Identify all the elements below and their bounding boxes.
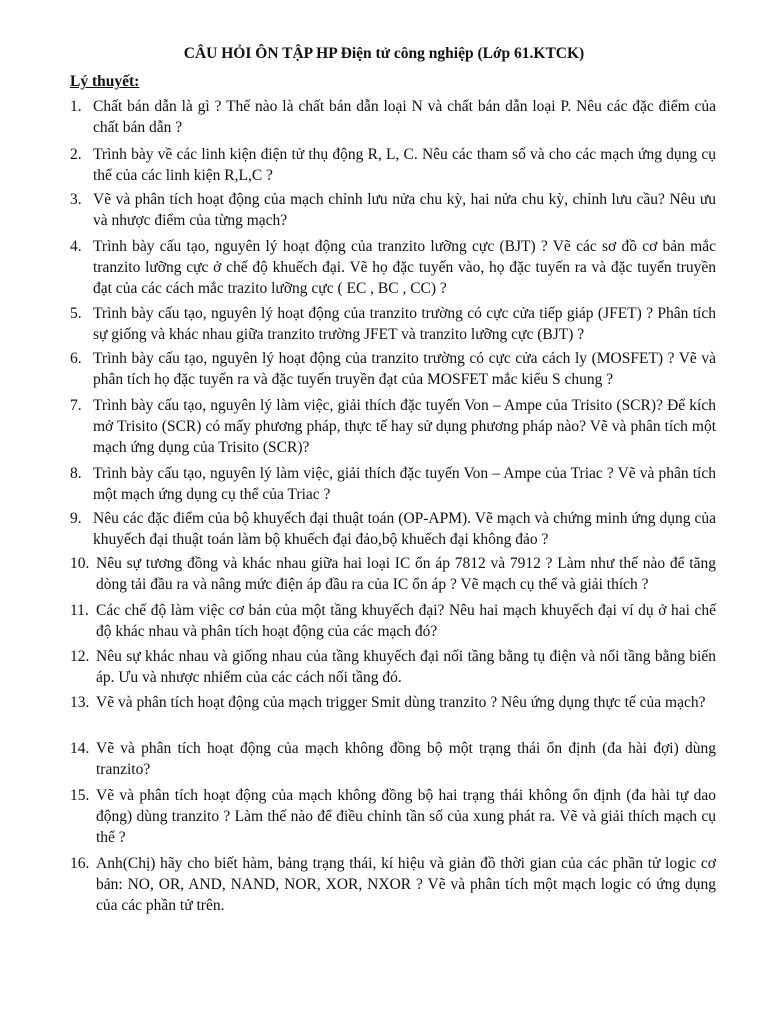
question-text: Vẽ và phân tích hoạt động của mạch chỉnh lưu nửa chu kỳ, hai nửa chu kỳ, chỉnh lưu cầu? Nêu ưu và nhược điểm của từng mạch? bbox=[93, 191, 716, 229]
question-number: 9. bbox=[70, 510, 82, 527]
question-text: Chất bán dẫn là gì ? Thế nào là chất bán dẫn loại N và chất bán dẫn loại P. Nêu các đặc điểm của chất bán dẫn ? bbox=[93, 98, 716, 136]
question-number: 7. bbox=[70, 397, 82, 414]
question-number: 11. bbox=[70, 602, 89, 619]
question-text: Các chế độ làm việc cơ bản của một tầng khuyếch đại? Nêu hai mạch khuyếch đại ví dụ ở hai chế độ khác nhau và phân tích hoạt động của các mạch đó? bbox=[96, 602, 716, 640]
question-text: Vẽ và phân tích hoạt động của mạch trigger Smit dùng tranzito ? Nêu ứng dụng thực tế của mạch? bbox=[96, 694, 706, 711]
question-text: Nêu sự tương đồng và khác nhau giữa hai loại IC ổn áp 7812 và 7912 ? Làm như thế nào để tăng dòng tải đầu ra và nâng mức điện áp đầu ra của IC ổn áp ? Vẽ mạch cụ thể và giải thích ? bbox=[96, 555, 716, 593]
question-item bbox=[70, 646, 716, 688]
question-item bbox=[70, 303, 716, 345]
question-item bbox=[70, 395, 716, 458]
question-number: 14. bbox=[70, 740, 90, 757]
question-text: Trình bày cấu tạo, nguyên lý làm việc, giải thích đặc tuyến Von – Ampe của Trisito (SCR)? Để kích mở Trisito (SCR) có mấy phương pháp, thực tế hay sử dụng phương pháp nào? Vẽ và phân tích một mạch ứng dụng của Trisito (SCR)? bbox=[93, 397, 716, 456]
question-item bbox=[70, 189, 716, 231]
question-number: 13. bbox=[70, 694, 90, 711]
question-text: Nêu sự khác nhau và giống nhau của tầng khuyếch đại nối tầng bằng tụ điện và nối tầng bằng biến áp. Ưu và nhược nhiểm của các cách nối tầng đó. bbox=[96, 648, 716, 686]
question-text: Anh(Chị) hãy cho biết hàm, bảng trạng thái, kí hiệu và giản đồ thời gian của các phần tử logic cơ bản: NO, OR, AND, NAND, NOR, XOR, NXOR ? Vẽ và phân tích một mạch logic có ứng dụng của các phần tử trên. bbox=[96, 855, 716, 914]
question-number: 3. bbox=[70, 191, 82, 208]
question-number: 15. bbox=[70, 787, 90, 804]
question-text: Trình bày cấu tạo, nguyên lý làm việc, giải thích đặc tuyến Von – Ampe của Triac ? Vẽ và phân tích một mạch ứng dụng cụ thể của Triac ? bbox=[93, 465, 716, 503]
document-title: CÂU HỎI ÔN TẬP HP Điện tử công nghiệp (Lớp 61.KTCK) bbox=[183, 45, 585, 62]
question-number: 12. bbox=[70, 648, 90, 665]
question-number: 4. bbox=[70, 238, 82, 255]
question-item bbox=[70, 236, 716, 299]
question-item bbox=[70, 553, 716, 595]
question-text: Trình bày cấu tạo, nguyên lý hoạt động của tranzito trường có cực cửa cách ly (MOSFET) ? Vẽ và phân tích họ đặc tuyến ra và đặc tuyến truyền đạt của MOSFET mắc kiểu S chung ? bbox=[93, 350, 716, 388]
question-item bbox=[70, 96, 716, 138]
question-text: Vẽ và phân tích hoạt động của mạch không đồng bộ hai trạng thái không ổn định (đa hài tự dao động) dùng tranzito ? Làm thế nào để điều chỉnh tần số của xung phát ra. Vẽ và giải thích mạch cụ thể ? bbox=[96, 787, 716, 846]
section-heading-theory: Lý thuyết: bbox=[70, 73, 140, 90]
question-text: Trình bày về các linh kiện điện tử thụ động R, L, C. Nêu các tham số và cho các mạch ứng dụng cụ thể của các linh kiện R,L,C ? bbox=[93, 146, 716, 184]
question-item bbox=[70, 785, 716, 848]
question-item bbox=[70, 600, 716, 642]
question-number: 16. bbox=[70, 855, 90, 872]
question-number: 1. bbox=[70, 98, 82, 115]
question-item bbox=[70, 144, 716, 186]
question-item bbox=[70, 463, 716, 505]
question-number: 6. bbox=[70, 350, 82, 367]
question-text: Vẽ và phân tích hoạt động của mạch không đồng bộ một trạng thái ổn định (đa hài đợi) dùng tranzito? bbox=[96, 740, 716, 778]
question-item bbox=[70, 692, 716, 713]
question-item bbox=[70, 738, 716, 780]
question-text: Trình bày cấu tạo, nguyên lý hoạt động của tranzito trường có cực cửa tiếp giáp (JFET) ? Phân tích sự giống và khác nhau giữa tranzito trường JFET và tranzito lưỡng cực (BJT) ? bbox=[93, 305, 716, 343]
question-number: 5. bbox=[70, 305, 82, 322]
question-number: 10. bbox=[70, 555, 90, 572]
question-item bbox=[70, 508, 716, 550]
question-text: Trình bày cấu tạo, nguyên lý hoạt động của tranzito lưỡng cực (BJT) ? Vẽ các sơ đồ cơ bản mắc tranzito lưỡng cực ở chế độ khuếch đại. Vẽ họ đặc tuyến vào, họ đặc tuyến ra và đặc tuyến truyền đạt của các cách mắc trazito lưỡng cực ( EC , BC , CC) ? bbox=[93, 238, 716, 297]
question-item bbox=[70, 348, 716, 390]
question-number: 2. bbox=[70, 146, 82, 163]
question-item bbox=[70, 853, 716, 916]
question-text: Nêu các đặc điểm của bộ khuyếch đại thuật toán (OP-APM). Vẽ mạch và chứng minh ứng dụng của khuyếch đại thuật toán làm bộ khuếch đại đảo,bộ khuếch đại không đảo ? bbox=[93, 510, 716, 548]
question-number: 8. bbox=[70, 465, 82, 482]
